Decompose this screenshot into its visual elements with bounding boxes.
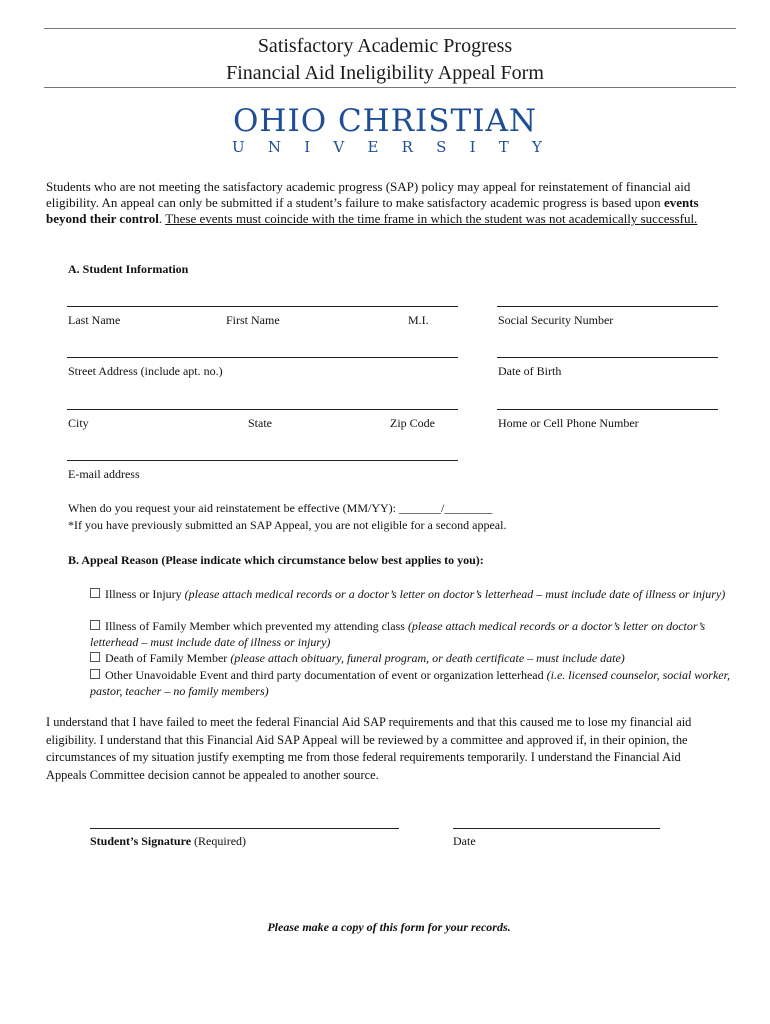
name-input-line[interactable] xyxy=(67,306,458,307)
state-label: State xyxy=(248,416,272,430)
footer-note: Please make a copy of this form for your records. xyxy=(267,920,511,934)
university-logo: OHIO CHRISTIAN xyxy=(233,103,537,139)
phone-label: Home or Cell Phone Number xyxy=(498,416,639,430)
top-rule xyxy=(44,28,736,29)
first-name-label: First Name xyxy=(226,313,280,327)
intro-paragraph xyxy=(46,179,726,227)
option-label: Death of Family Member xyxy=(105,651,231,665)
option-note: (please attach medical records or a doctor’s letter on doctor’s letterhead – must include date of illness or injury) xyxy=(90,619,706,649)
checkbox-icon[interactable] xyxy=(90,652,100,662)
option-note: (please attach obituary, funeral program, or death certificate – must include date) xyxy=(230,651,625,665)
option-note: (please attach medical records or a doctor’s letter on doctor’s letterhead – must include date of illness or injury) xyxy=(184,587,726,601)
checkbox-icon[interactable] xyxy=(90,669,100,679)
logo-letter: I xyxy=(469,138,476,156)
logo-letter: U xyxy=(232,138,245,156)
dob-label: Date of Birth xyxy=(498,364,562,378)
title-rule xyxy=(44,87,736,88)
mi-label: M.I. xyxy=(408,313,429,327)
agreement-paragraph: I understand that I have failed to meet the federal Financial Aid SAP requirements and that this caused me to lose my financial aid eligibility. I understand that this Financial Aid SAP Appeal will be reviewed by a committee and approved if, in their opinion, the circumstances of my situation justify exempting me from those federal requirements temporarily. I understand the Financial Aid Appeals Committee decision cannot be appealed to another source. xyxy=(46,715,692,782)
street-label: Street Address (include apt. no.) xyxy=(68,364,223,378)
reinstatement-question: When do you request your aid reinstatement be effective (MM/YY): _______/________ xyxy=(68,501,493,515)
university-logo-subtitle xyxy=(232,138,542,156)
logo-letter: T xyxy=(498,138,509,156)
email-label: E-mail address xyxy=(68,467,140,481)
intro-underlined-text: These events must coincide with the time frame in which the student was not academically successful. xyxy=(165,211,698,226)
ssn-input-line[interactable] xyxy=(497,306,718,307)
checkbox-icon[interactable] xyxy=(90,588,100,598)
option-illness-injury[interactable] xyxy=(90,586,730,602)
ssn-label: Social Security Number xyxy=(498,313,614,327)
logo-letter: S xyxy=(436,138,447,156)
signature-label-bold: Student’s Signature xyxy=(90,834,192,848)
signature-label xyxy=(90,834,246,848)
logo-letter: V xyxy=(333,138,345,156)
option-label: Other Unavoidable Event and third party documentation of event or organization letterhead xyxy=(105,668,547,682)
form-title-line2: Financial Aid Ineligibility Appeal Form xyxy=(226,62,544,84)
date-input-line[interactable] xyxy=(453,828,660,829)
section-a-heading: A. Student Information xyxy=(68,262,189,276)
intro-text: Students who are not meeting the satisfactory academic progress (SAP) policy may appeal for reinstatement of financial aid eligibility. An appeal can only be submitted if a student’s failure to make satisfactory academic progress is based upon xyxy=(46,179,691,210)
checkbox-icon[interactable] xyxy=(90,620,100,630)
logo-letter: N xyxy=(267,138,281,156)
logo-letter: E xyxy=(367,138,379,156)
option-family-illness[interactable] xyxy=(90,618,730,650)
previous-appeal-note: *If you have previously submitted an SAP Appeal, you are not eligible for a second appeal. xyxy=(68,518,507,532)
zip-label: Zip Code xyxy=(390,416,435,430)
option-label: Illness or Injury xyxy=(105,587,185,601)
section-b-heading: B. Appeal Reason (Please indicate which circumstance below best applies to you): xyxy=(68,553,484,567)
phone-input-line[interactable] xyxy=(497,409,718,410)
option-note: (i.e. licensed counselor, social worker, pastor, teacher – no family members) xyxy=(90,668,730,698)
signature-label-rest: (Required) xyxy=(191,834,247,848)
date-label: Date xyxy=(453,834,476,848)
option-other-event[interactable] xyxy=(90,667,730,699)
logo-letter: Y xyxy=(532,138,542,156)
option-family-death[interactable] xyxy=(90,650,730,666)
intro-bold-text: events beyond their control xyxy=(46,195,699,226)
city-input-line[interactable] xyxy=(67,409,458,410)
email-input-line[interactable] xyxy=(67,460,458,461)
last-name-label: Last Name xyxy=(68,313,121,327)
city-label: City xyxy=(68,416,89,430)
option-label: Illness of Family Member which prevented my attending class xyxy=(105,619,408,633)
logo-letter: I xyxy=(304,138,311,156)
street-input-line[interactable] xyxy=(67,357,458,358)
logo-letter: R xyxy=(401,138,413,156)
signature-input-line[interactable] xyxy=(90,828,399,829)
dob-input-line[interactable] xyxy=(497,357,718,358)
form-title-line1: Satisfactory Academic Progress xyxy=(257,35,513,57)
intro-text-2: . xyxy=(158,211,166,226)
